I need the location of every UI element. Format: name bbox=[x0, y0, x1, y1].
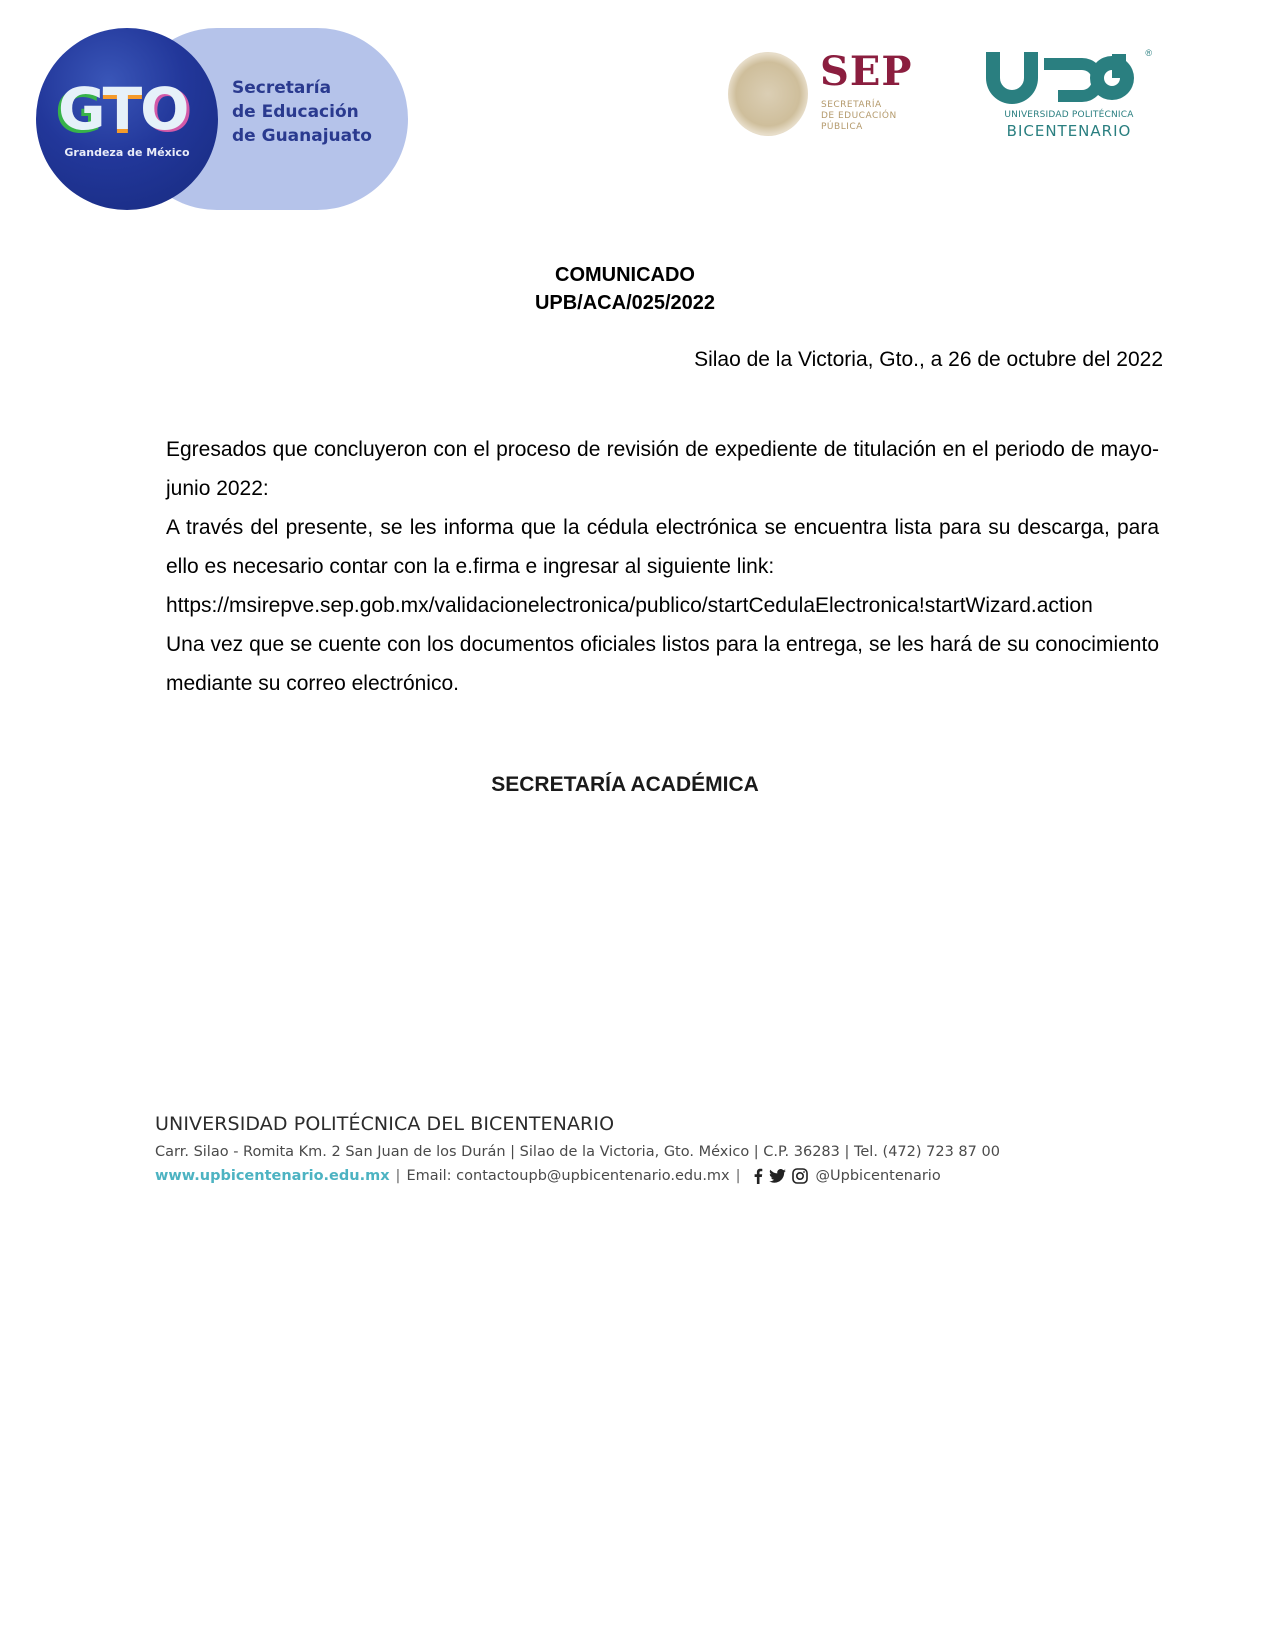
upb-logo: ® UNIVERSIDAD POLITÉCNICA BICENTENARIO bbox=[978, 48, 1160, 144]
footer-contact bbox=[155, 1166, 1115, 1186]
upb-monogram-icon bbox=[982, 48, 1152, 104]
facebook-icon[interactable] bbox=[753, 1168, 763, 1184]
gto-tagline: Grandeza de México bbox=[64, 146, 190, 159]
letterhead-footer bbox=[155, 1112, 1115, 1186]
footer-address: Carr. Silao - Romita Km. 2 San Juan de los Durán | Silao de la Victoria, Gto. México | C.P. 36283 | Tel. (472) 723 87 00 bbox=[155, 1144, 1000, 1160]
paragraph-recipients: Egresados que concluyeron con el proceso de revisión de expediente de titulación en el periodo de mayo-junio 2022: bbox=[166, 438, 1159, 500]
paragraph-notice: A través del presente, se les informa que la cédula electrónica se encuentra lista para su descarga, para ello es necesario contar con la e.firma e ingresar al siguiente link: bbox=[166, 516, 1159, 578]
footer-institution: UNIVERSIDAD POLITÉCNICA DEL BICENTENARIO bbox=[155, 1113, 615, 1135]
footer-website-link[interactable]: www.upbicentenario.edu.mx bbox=[155, 1168, 390, 1184]
footer-social-handle[interactable]: @Upbicentenario bbox=[815, 1168, 941, 1184]
signature-block: SECRETARÍA ACADÉMICA bbox=[491, 773, 759, 796]
instagram-icon[interactable] bbox=[792, 1168, 808, 1184]
gto-logo-circle bbox=[36, 28, 218, 210]
sep-logo bbox=[728, 50, 928, 140]
document-title: COMUNICADO bbox=[555, 264, 695, 286]
document-body bbox=[166, 430, 1159, 703]
document-reference: UPB/ACA/025/2022 bbox=[534, 292, 716, 314]
gto-secretaria-text: Secretaría de Educación de Guanajuato bbox=[232, 78, 372, 146]
sep-wordmark: SEP bbox=[820, 48, 913, 95]
paragraph-followup: Una vez que se cuente con los documentos oficiales listos para la entrega, se les hará de su conocimiento mediante su correo electrónico. bbox=[166, 633, 1159, 695]
divider: | bbox=[735, 1168, 741, 1184]
document-date: Silao de la Victoria, Gto., a 26 de octubre del 2022 bbox=[694, 348, 1163, 371]
social-icons bbox=[753, 1168, 808, 1184]
footer-email[interactable]: Email: contactoupb@upbicentenario.edu.mx bbox=[406, 1168, 730, 1184]
twitter-icon[interactable] bbox=[769, 1169, 786, 1183]
sep-subtitle: SECRETARÍA DE EDUCACIÓN PÚBLICA bbox=[821, 100, 897, 132]
registered-mark: ® bbox=[1145, 48, 1152, 58]
download-link[interactable]: https://msirepve.sep.gob.mx/validacionelectronica/publico/startCedulaElectronica!startWizard.action bbox=[166, 594, 1093, 617]
gto-wordmark: GTO bbox=[58, 75, 188, 143]
national-seal-icon bbox=[728, 52, 808, 136]
gto-education-logo bbox=[36, 28, 408, 210]
divider: | bbox=[395, 1168, 401, 1184]
